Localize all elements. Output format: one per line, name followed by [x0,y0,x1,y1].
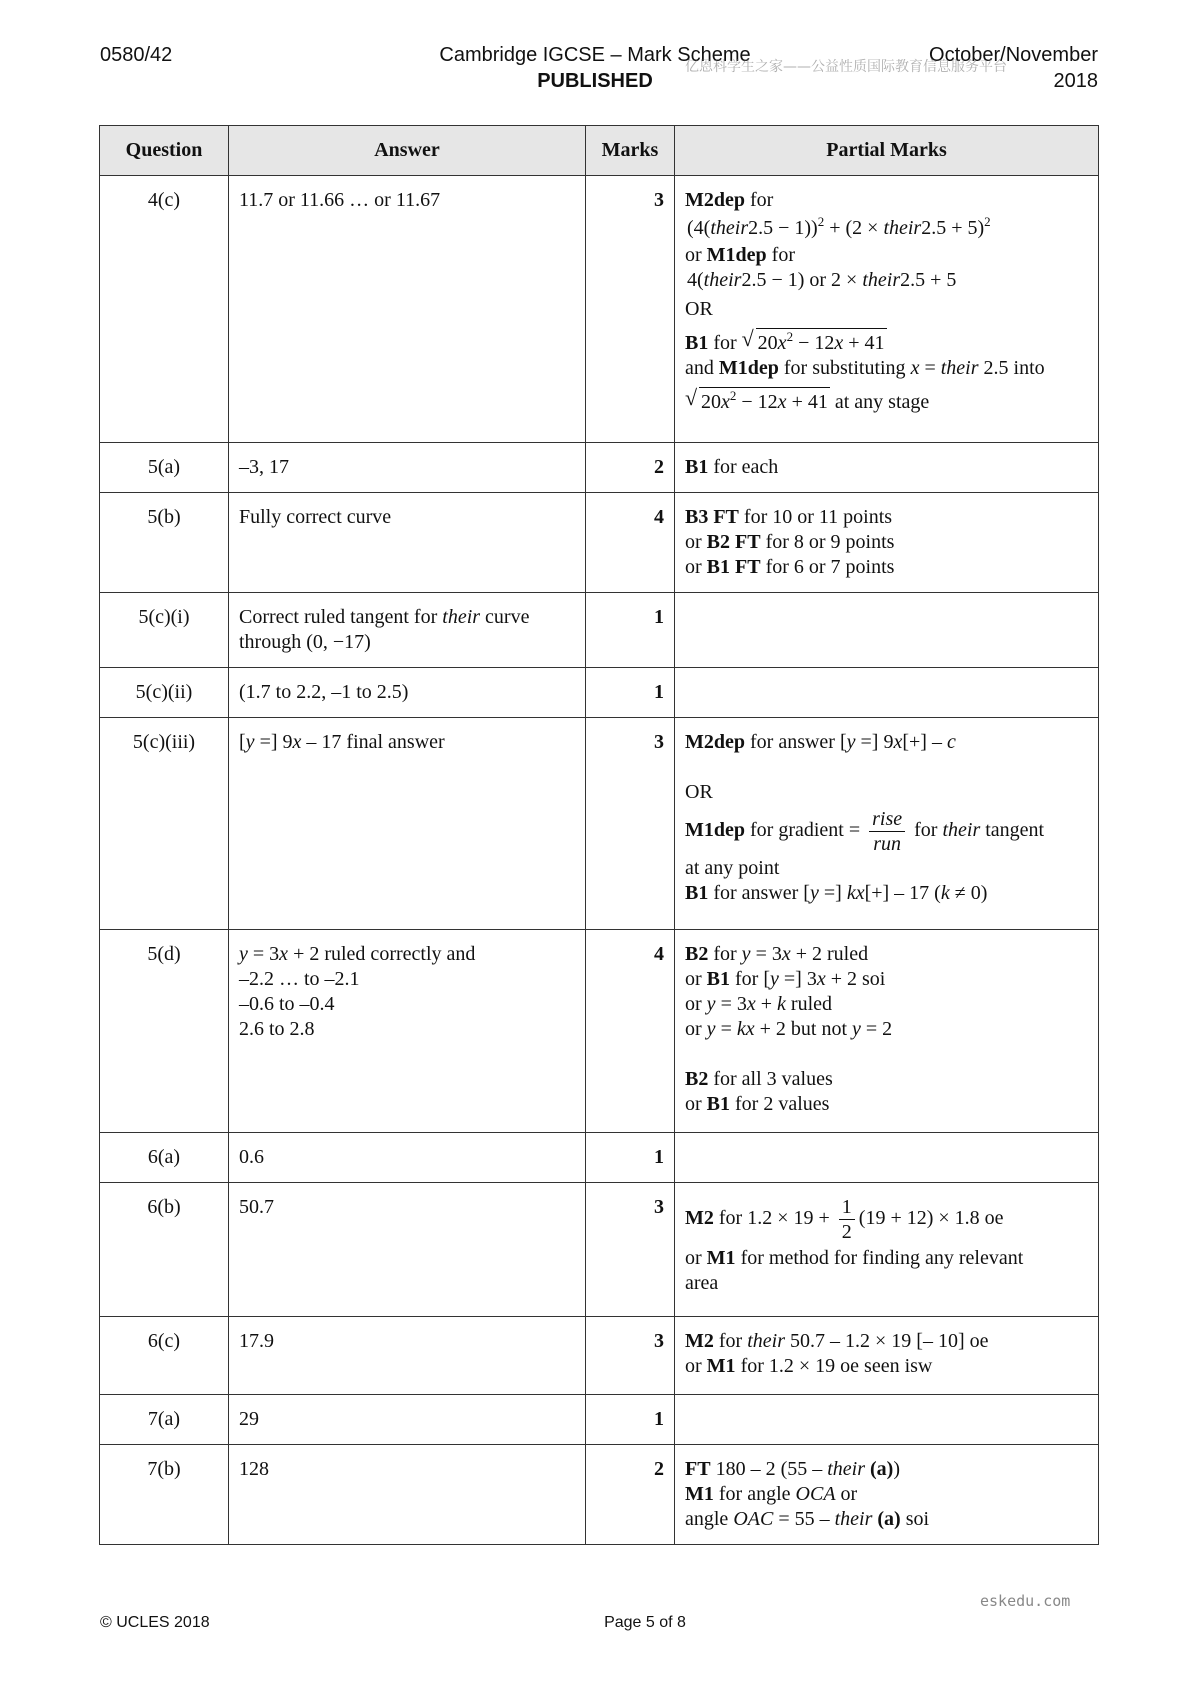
partial-marks-cell: B3 FT for 10 or 11 points or B2 FT for 8 or 9 points or B1 FT for 6 or 7 points [675,493,1099,593]
marks-cell: 4 [586,930,675,1133]
answer-cell: –3, 17 [229,443,586,493]
table-row [100,930,1099,1133]
partial-marks-cell: M2dep for answer [y =] 9x[+] – c OR M1dep for gradient = $\frac{\text{rise}}{\text{run}}$ for their tangent at any point B1 for answer [y =] kx[+] – 17 (k ≠ 0) [675,718,1099,930]
header-marks: Marks [586,126,675,176]
square-root-expression: √ $20x^2 - 12x + 41$ [685,385,828,413]
question-number: 5(b) [100,493,229,593]
marks-cell: 2 [586,1445,675,1545]
question-number: 5(d) [100,930,229,1133]
table-header-row [100,126,1099,176]
question-number: 6(b) [100,1183,229,1317]
partial-marks-cell [675,1133,1099,1183]
table-row [100,1445,1099,1545]
question-number: 7(a) [100,1395,229,1445]
partial-marks-cell: FT 180 – 2 (55 – their (a)) M1 for angle OCA or angle OAC = 55 – their (a) soi [675,1445,1099,1545]
table-row [100,1317,1099,1395]
exam-year: 2018 [1053,70,1098,92]
question-number: 6(c) [100,1317,229,1395]
watermark-text: 亿恩科学生之家——公益性质国际教育信息服务平台 [685,59,1007,75]
marks-cell: 1 [586,668,675,718]
answer-cell: Fully correct curve [229,493,586,593]
copyright-notice: © UCLES 2018 [100,1614,210,1631]
partial-marks-cell: B2 for y = 3x + 2 ruled or B1 for [y =] 3x + 2 soi or y = 3x + k ruled or y = kx + 2 but not y = 2 B2 for all 3 values or B1 for 2 values [675,930,1099,1133]
table-row [100,668,1099,718]
mark-scheme-table [99,125,1099,1545]
header-question: Question [100,126,229,176]
marks-cell: 3 [586,1183,675,1317]
answer-cell: y = 3x + 2 ruled correctly and –2.2 … to –2.1 –0.6 to –0.4 2.6 to 2.8 [229,930,586,1133]
partial-marks-cell: M2dep for (4(their2.5 − 1))$^2$ + (2 × their2.5 + 5)$^2$ or M1dep for 4(their2.5 − 1) or 2 × their2.5 + 5 OR B1 for √ $20x^2 - 12x + 41$ and M1dep for substituting x = their 2.5 into √ $20x^2 - 12x + 41$ at any stage [675,176,1099,443]
header-partial-marks: Partial Marks [675,126,1099,176]
table-row [100,1133,1099,1183]
marks-cell: 1 [586,1395,675,1445]
marks-cell: 3 [586,1317,675,1395]
document-title: Cambridge IGCSE – Mark Scheme [439,44,751,66]
paper-code: 0580/42 [100,44,173,66]
answer-cell: 17.9 [229,1317,586,1395]
table-row [100,493,1099,593]
published-label: PUBLISHED [537,70,653,92]
marks-cell: 1 [586,593,675,668]
square-root-expression: √ $20x^2 - 12x + 41$ [741,326,885,354]
answer-cell: 11.7 or 11.66 … or 11.67 [229,176,586,443]
partial-marks-cell: M2 for their 50.7 – 1.2 × 19 [– 10] oe or M1 for 1.2 × 19 oe seen isw [675,1317,1099,1395]
table-row [100,176,1099,443]
table-row [100,718,1099,930]
question-number: 5(a) [100,443,229,493]
math-expression: (4(their2.5 − 1))$^2$ + (2 × their2.5 + 5)$^2$ [687,214,991,239]
table-row [100,1395,1099,1445]
marks-cell: 1 [586,1133,675,1183]
answer-cell: 0.6 [229,1133,586,1183]
math-expression: 4(their2.5 − 1) or 2 × their2.5 + 5 [687,269,957,291]
answer-cell: 50.7 [229,1183,586,1317]
question-number: 5(c)(i) [100,593,229,668]
site-watermark: eskedu.com [980,1592,1071,1610]
question-number: 7(b) [100,1445,229,1545]
table-row [100,443,1099,493]
question-number: 5(c)(iii) [100,718,229,930]
marks-cell: 4 [586,493,675,593]
answer-cell: [y =] 9x – 17 final answer [229,718,586,930]
question-number: 5(c)(ii) [100,668,229,718]
marks-cell: 3 [586,718,675,930]
marks-cell: 2 [586,443,675,493]
answer-cell: 128 [229,1445,586,1545]
page-number: Page 5 of 8 [604,1614,686,1631]
answer-cell: (1.7 to 2.2, –1 to 2.5) [229,668,586,718]
question-number: 4(c) [100,176,229,443]
exam-session: October/November [929,44,1098,66]
partial-marks-cell [675,593,1099,668]
partial-marks-cell [675,1395,1099,1445]
answer-cell: Correct ruled tangent for their curve through (0, −17) [229,593,586,668]
partial-marks-cell [675,668,1099,718]
question-number: 6(a) [100,1133,229,1183]
rise-over-run-fraction: $\frac{\text{rise}}{\text{run}}$ [869,807,905,856]
table-row [100,1183,1099,1317]
table-row [100,593,1099,668]
partial-marks-cell: M2 for 1.2 × 19 + $\frac{1}{2}$ (19 + 12) × 1.8 oe or M1 for method for finding any relevant area [675,1183,1099,1317]
header-answer: Answer [229,126,586,176]
half-fraction: $\frac{1}{2}$ [839,1195,855,1244]
answer-cell: 29 [229,1395,586,1445]
marks-cell: 3 [586,176,675,443]
partial-marks-cell: B1 for each [675,443,1099,493]
